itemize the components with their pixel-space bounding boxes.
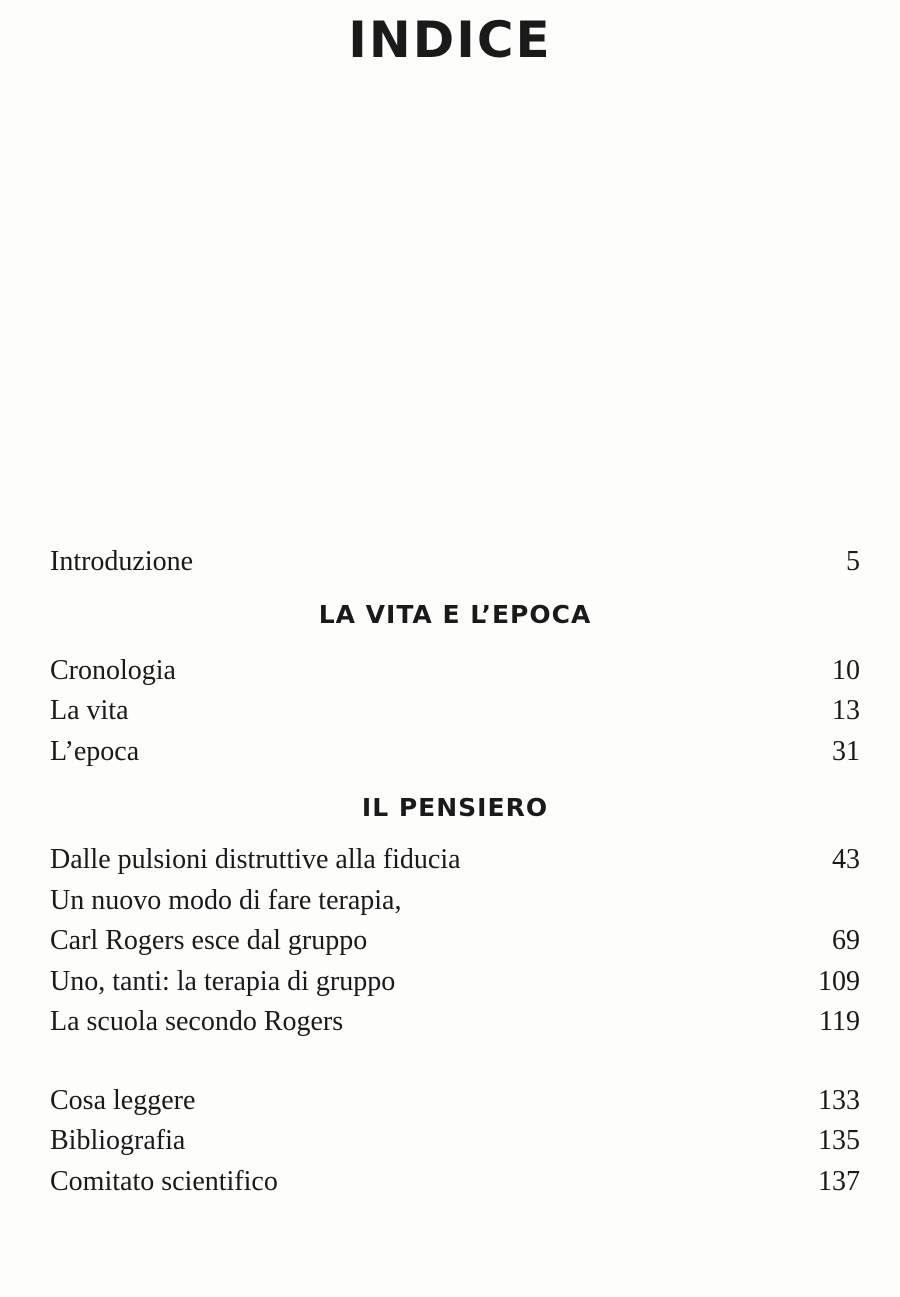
toc-entry-label: Dalle pulsioni distruttive alla fiducia xyxy=(50,844,461,875)
toc-entry-page: 119 xyxy=(819,1006,860,1037)
toc-entry-uno-tanti[interactable] xyxy=(50,962,860,1003)
toc-entry-introduzione[interactable] xyxy=(50,542,860,583)
toc-entry-page: 10 xyxy=(832,654,860,686)
toc-entry-label: Carl Rogers esce dal gruppo xyxy=(50,925,368,956)
toc-entry-page: 135 xyxy=(818,1125,860,1156)
toc-entry-cosa-leggere[interactable] xyxy=(50,1081,860,1122)
section-heading-la-vita-e-lepoca: LA VITA E L’EPOCA xyxy=(318,599,592,629)
toc-entry-label: L’epoca xyxy=(50,735,140,767)
page-title: INDICE xyxy=(348,11,552,69)
table-of-contents xyxy=(50,542,860,1202)
toc-entry-label: Cronologia xyxy=(50,654,176,686)
toc-entry-la-vita[interactable] xyxy=(50,691,860,732)
toc-entry-label: Uno, tanti: la terapia di gruppo xyxy=(50,965,396,997)
section-heading-il-pensiero: IL PENSIERO xyxy=(361,793,549,822)
toc-entry-page: 31 xyxy=(832,735,860,767)
toc-entry-dalle-pulsioni[interactable] xyxy=(50,840,860,881)
toc-entry-cronologia[interactable] xyxy=(50,651,860,692)
toc-entry-la-scuola[interactable] xyxy=(50,1002,860,1043)
toc-entry-label: La vita xyxy=(50,695,129,726)
toc-entry-bibliografia[interactable] xyxy=(50,1121,860,1162)
toc-entry-label: Comitato scientifico xyxy=(50,1165,278,1197)
toc-entry-page: 13 xyxy=(832,695,860,726)
toc-entry-lepoca[interactable] xyxy=(50,732,860,773)
toc-entry-label: Cosa leggere xyxy=(50,1084,196,1116)
toc-entry-label: Bibliografia xyxy=(50,1125,186,1156)
toc-entry-un-nuovo-modo[interactable] xyxy=(50,881,860,922)
toc-entry-page: 137 xyxy=(818,1165,860,1197)
toc-entry-page: 43 xyxy=(832,844,860,875)
toc-entry-comitato-scientifico[interactable] xyxy=(50,1162,860,1203)
toc-entry-page: 109 xyxy=(818,965,860,997)
toc-entry-carl-rogers[interactable] xyxy=(50,921,860,962)
toc-entry-page: 5 xyxy=(846,546,860,577)
toc-entry-page: 133 xyxy=(818,1084,860,1116)
toc-entry-page: 69 xyxy=(832,925,860,956)
toc-entry-label: La scuola secondo Rogers xyxy=(50,1006,344,1037)
toc-entry-label: Un nuovo modo di fare terapia, xyxy=(50,884,402,916)
toc-entry-label: Introduzione xyxy=(50,546,194,577)
